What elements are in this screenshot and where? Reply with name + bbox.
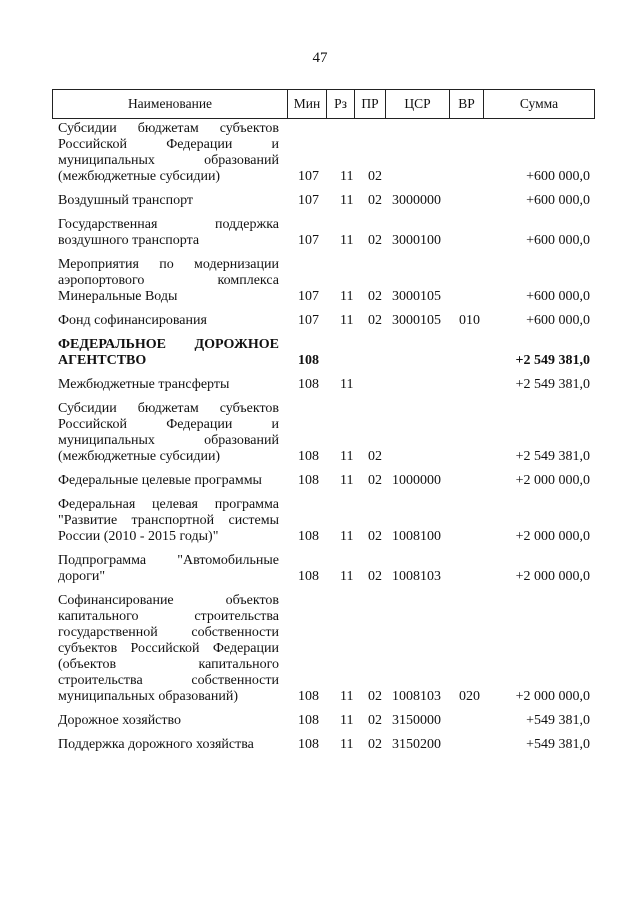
row-name-line: муниципальных образований) — [58, 689, 238, 704]
header-rz: Рз — [326, 90, 354, 118]
row-name — [58, 497, 279, 545]
row-rz: 11 — [340, 169, 354, 184]
row-pr: 02 — [368, 169, 382, 184]
row-name-line: Российской Федерации и — [58, 417, 279, 432]
row-sum: +600 000,0 — [526, 169, 590, 184]
row-csr: 3150200 — [392, 737, 441, 752]
row-name — [58, 313, 279, 329]
row-name — [58, 593, 279, 705]
table-row — [58, 217, 590, 249]
row-sum: +600 000,0 — [526, 193, 590, 208]
header-sum: Сумма — [483, 90, 594, 118]
row-min: 108 — [298, 713, 319, 728]
table-row — [58, 593, 590, 705]
row-name-line: Дорожное хозяйство — [58, 713, 182, 728]
row-sum: +2 000 000,0 — [515, 689, 590, 704]
table-row — [58, 377, 590, 393]
row-name-line: муниципальных образований — [58, 433, 279, 448]
row-name-line: (объектов капитального — [58, 657, 279, 672]
row-name-line: "Развитие транспортной системы — [58, 513, 279, 528]
row-csr: 3150000 — [392, 713, 441, 728]
row-min: 107 — [298, 193, 319, 208]
row-sum: +549 381,0 — [526, 713, 590, 728]
table-row — [58, 193, 590, 209]
row-rz: 11 — [340, 289, 354, 304]
row-sum: +2 549 381,0 — [515, 449, 590, 464]
row-sum: +600 000,0 — [526, 289, 590, 304]
row-rz: 11 — [340, 737, 354, 752]
row-name-line: Подпрограмма "Автомобильные — [58, 553, 279, 568]
row-csr: 3000105 — [392, 289, 441, 304]
row-min: 107 — [298, 289, 319, 304]
row-min: 108 — [298, 689, 319, 704]
row-name-line: Воздушный транспорт — [58, 193, 194, 208]
row-pr: 02 — [368, 233, 382, 248]
row-pr: 02 — [368, 529, 382, 544]
row-name-line: Государственная поддержка — [58, 217, 279, 232]
row-name-line: Субсидии бюджетам субъектов — [58, 121, 279, 136]
row-pr: 02 — [368, 569, 382, 584]
row-pr: 02 — [368, 193, 382, 208]
table-row — [58, 337, 590, 369]
row-sum: +2 000 000,0 — [515, 529, 590, 544]
row-rz: 11 — [340, 313, 354, 328]
row-pr: 02 — [368, 449, 382, 464]
row-rz: 11 — [340, 529, 354, 544]
row-name — [58, 121, 279, 185]
row-rz: 11 — [340, 473, 354, 488]
row-pr: 02 — [368, 289, 382, 304]
row-name-line: (межбюджетные субсидии) — [58, 169, 221, 184]
row-name-line: (межбюджетные субсидии) — [58, 449, 221, 464]
row-pr: 02 — [368, 313, 382, 328]
table-row — [58, 737, 590, 753]
row-rz: 11 — [340, 377, 354, 392]
row-sum: +600 000,0 — [526, 313, 590, 328]
row-name-line: Федеральные целевые программы — [58, 473, 262, 488]
row-min: 107 — [298, 313, 319, 328]
table-row — [58, 713, 590, 729]
row-name-line: Субсидии бюджетам субъектов — [58, 401, 279, 416]
row-name — [58, 737, 279, 753]
row-rz: 11 — [340, 233, 354, 248]
header-pr: ПР — [354, 90, 385, 118]
row-name — [58, 553, 279, 585]
row-sum: +600 000,0 — [526, 233, 590, 248]
row-rz: 11 — [340, 569, 354, 584]
row-sum: +2 549 381,0 — [515, 353, 590, 368]
row-name — [58, 217, 279, 249]
row-csr: 1008103 — [392, 569, 441, 584]
table-row — [58, 473, 590, 489]
row-min: 107 — [298, 169, 319, 184]
table-row — [58, 553, 590, 585]
row-name-line: ФЕДЕРАЛЬНОЕ ДОРОЖНОЕ — [58, 337, 279, 352]
row-min: 108 — [298, 737, 319, 752]
row-name-line: дороги" — [58, 569, 106, 584]
row-rz: 11 — [340, 449, 354, 464]
row-name — [58, 713, 279, 729]
row-name — [58, 257, 279, 305]
row-name — [58, 337, 279, 369]
row-name-line: Мероприятия по модернизации — [58, 257, 279, 272]
row-csr: 3000100 — [392, 233, 441, 248]
row-min: 108 — [298, 449, 319, 464]
header-csr: ЦСР — [385, 90, 449, 118]
row-name-line: Российской Федерации и — [58, 137, 279, 152]
row-csr: 3000105 — [392, 313, 441, 328]
header-name: Наименование — [127, 96, 213, 111]
row-csr: 3000000 — [392, 193, 441, 208]
row-sum: +549 381,0 — [526, 737, 590, 752]
header-vr: ВР — [449, 90, 483, 118]
row-name-line: Межбюджетные трансферты — [58, 377, 230, 392]
row-min: 108 — [298, 353, 319, 368]
row-name — [58, 401, 279, 465]
row-name-line: России (2010 - 2015 годы)" — [58, 529, 219, 544]
table-row — [58, 497, 590, 545]
row-name-line: Федеральная целевая программа — [58, 497, 279, 512]
row-name-line: строительства собственности — [58, 673, 279, 688]
row-csr: 1008100 — [392, 529, 441, 544]
row-name — [58, 193, 279, 209]
row-rz: 11 — [340, 689, 354, 704]
row-csr: 1008103 — [392, 689, 441, 704]
table-row — [58, 313, 590, 329]
table-row — [58, 121, 590, 185]
row-vr: 020 — [459, 689, 480, 704]
row-name-line: Софинансирование объектов — [58, 593, 279, 608]
row-name-line: капитального строительства — [58, 609, 279, 624]
row-min: 107 — [298, 233, 319, 248]
row-name — [58, 377, 279, 393]
row-min: 108 — [298, 529, 319, 544]
row-sum: +2 000 000,0 — [515, 569, 590, 584]
row-pr: 02 — [368, 737, 382, 752]
row-vr: 010 — [459, 313, 480, 328]
row-rz: 11 — [340, 193, 354, 208]
row-pr: 02 — [368, 689, 382, 704]
row-csr: 1000000 — [392, 473, 441, 488]
row-name-line: Минеральные Воды — [58, 289, 178, 304]
row-name-line: Поддержка дорожного хозяйства — [58, 737, 254, 752]
header-min: Мин — [287, 90, 326, 118]
row-name-line: государственной собственности — [58, 625, 279, 640]
row-name-line: аэропортового комплекса — [58, 273, 279, 288]
table-body — [58, 121, 590, 761]
row-pr: 02 — [368, 473, 382, 488]
row-rz: 11 — [340, 713, 354, 728]
row-name-line: субъектов Российской Федерации — [58, 641, 279, 656]
row-min: 108 — [298, 473, 319, 488]
row-name-line: муниципальных образований — [58, 153, 279, 168]
row-pr: 02 — [368, 713, 382, 728]
row-name — [58, 473, 279, 489]
row-sum: +2 000 000,0 — [515, 473, 590, 488]
row-min: 108 — [298, 377, 319, 392]
row-name-line: воздушного транспорта — [58, 233, 200, 248]
table-row — [58, 401, 590, 465]
row-min: 108 — [298, 569, 319, 584]
table-header — [52, 89, 595, 119]
row-sum: +2 549 381,0 — [515, 377, 590, 392]
row-name-line: АГЕНТСТВО — [58, 353, 147, 368]
page-number: 47 — [312, 50, 328, 66]
row-name-line: Фонд софинансирования — [58, 313, 207, 328]
table-row — [58, 257, 590, 305]
